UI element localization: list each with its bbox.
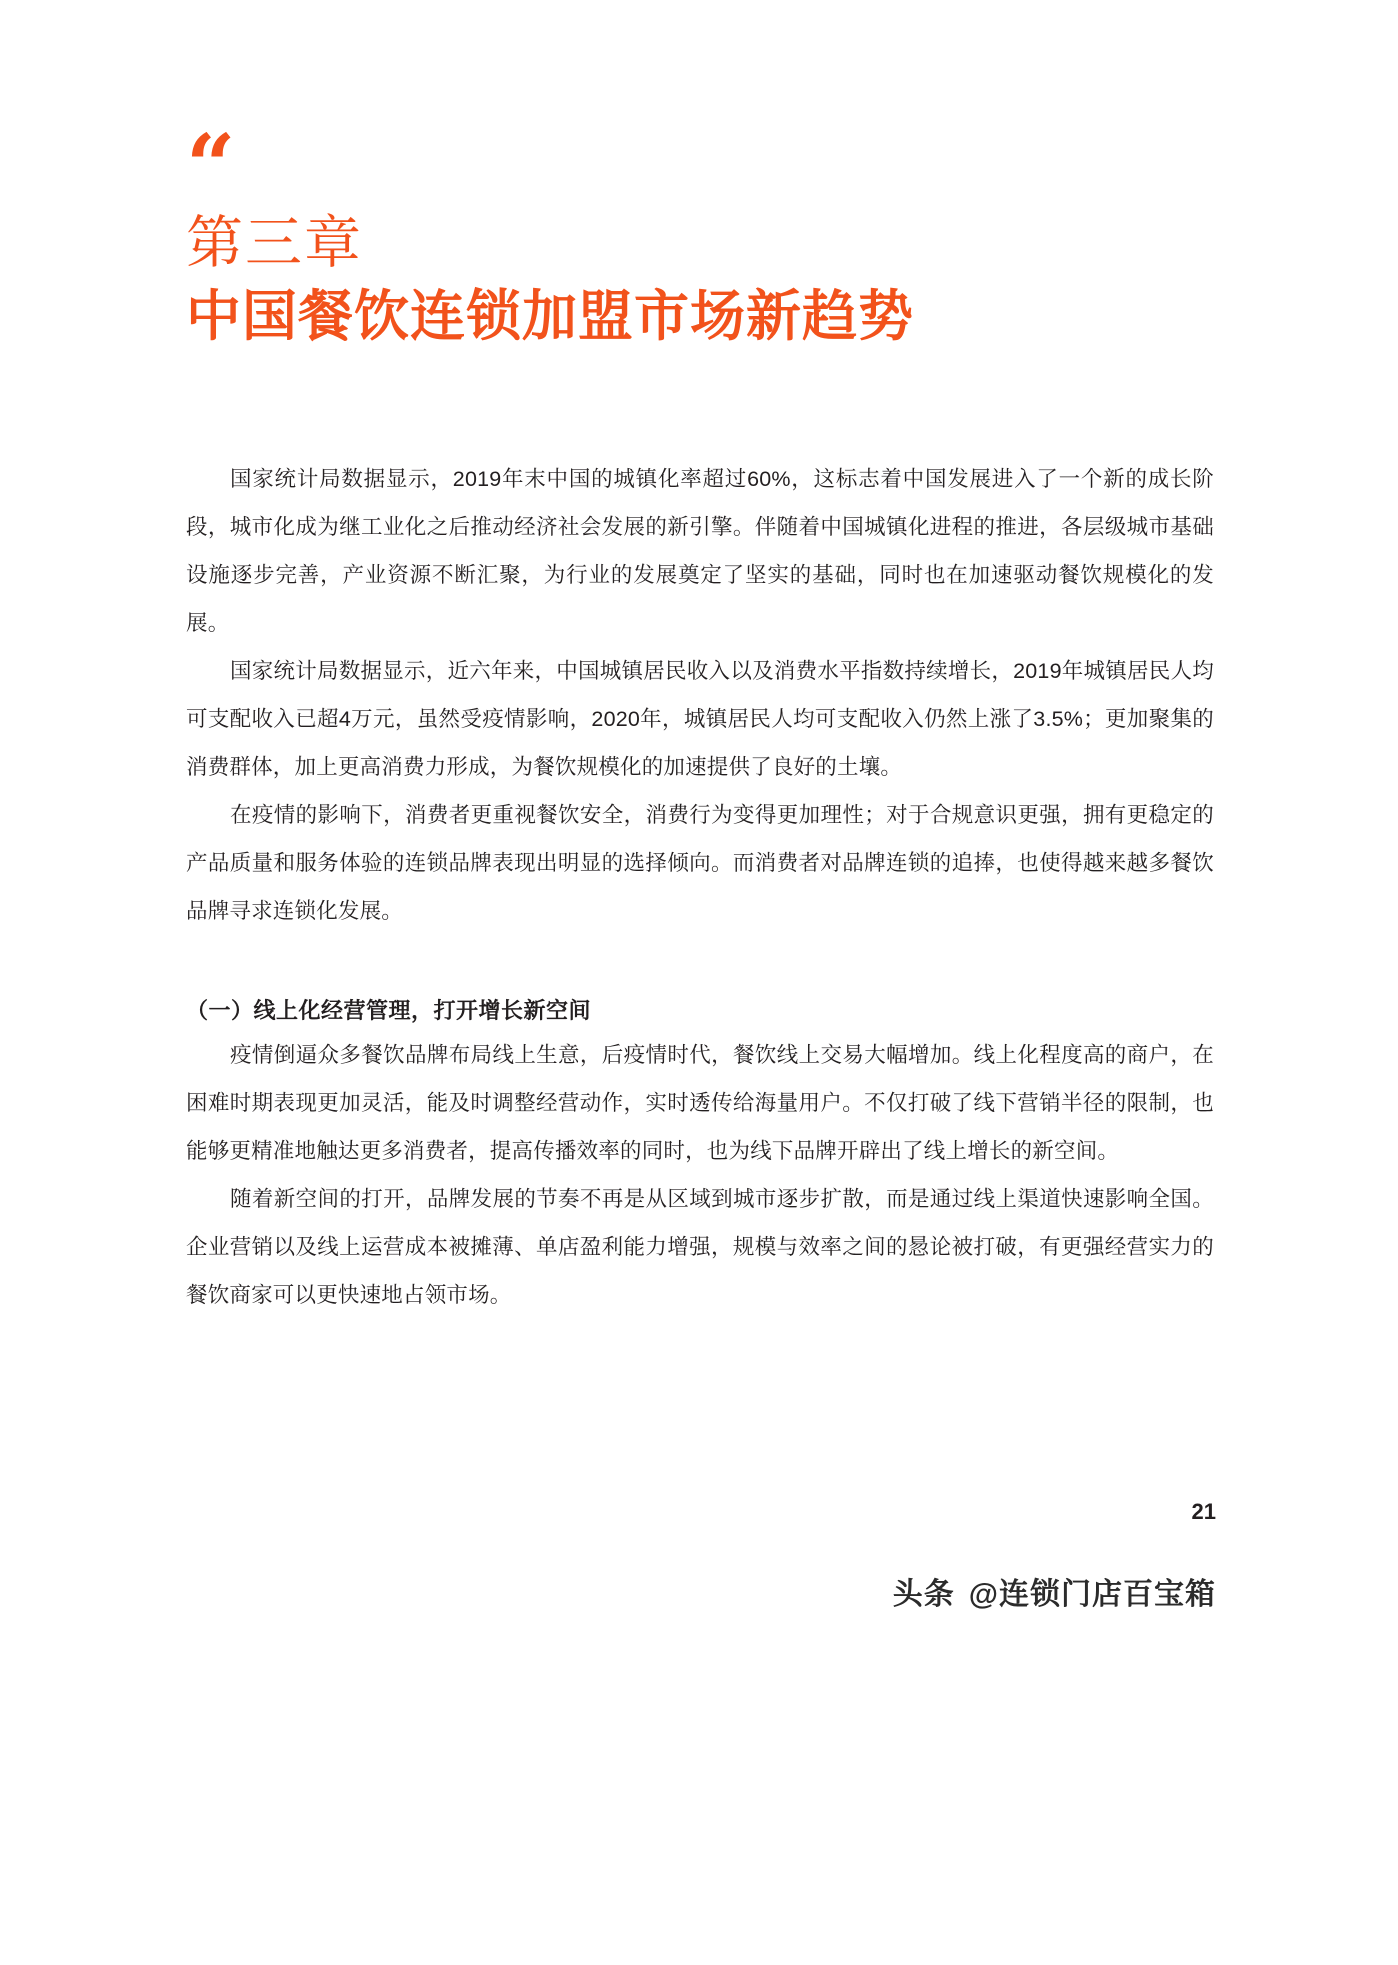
- watermark-logo: 头条: [892, 1578, 955, 1611]
- body-column: [186, 455, 1214, 1319]
- chapter-label: 第三章: [186, 211, 363, 275]
- paragraph: 国家统计局数据显示，近六年来，中国城镇居民收入以及消费水平指数持续增长，2019年城镇居民人均可支配收入已超4万元，虽然受疫情影响，2020年，城镇居民人均可支配收入仍然上涨了3.5%；更加聚集的消费群体，加上更高消费力形成，为餐饮规模化的加速提供了良好的土壤。: [186, 659, 1214, 779]
- chapter-title: 中国餐饮连锁加盟市场新趋势: [186, 285, 915, 348]
- watermark: [893, 1569, 1216, 1613]
- watermark-name: @连锁门店百宝箱: [968, 1578, 1216, 1611]
- paragraph: 在疫情的影响下，消费者更重视餐饮安全，消费行为变得更加理性；对于合规意识更强，拥有更稳定的产品质量和服务体验的连锁品牌表现出明显的选择倾向。而消费者对品牌连锁的追捧，也使得越来越多餐饮品牌寻求连锁化发展。: [186, 803, 1214, 923]
- paragraph: 随着新空间的打开，品牌发展的节奏不再是从区域到城市逐步扩散，而是通过线上渠道快速影响全国。企业营销以及线上运营成本被摊薄、单店盈利能力增强，规模与效率之间的惖论被打破，有更强经营实力的餐饮商家可以更快速地占领市场。: [186, 1187, 1214, 1307]
- paragraph: 国家统计局数据显示，2019年末中国的城镇化率超过60%，这标志着中国发展进入了一个新的成长阶段，城市化成为继工业化之后推动经济社会发展的新引擎。伴随着中国城镇化进程的推进，各层级城市基础设施逐步完善，产业资源不断汇聚，为行业的发展奠定了坚实的基础，同时也在加速驱动餐饮规模化的发展。: [186, 467, 1214, 635]
- chapter-header: [186, 116, 1206, 349]
- page-number: 21: [1191, 1499, 1216, 1524]
- quote-mark-icon: “: [186, 116, 230, 217]
- paragraph: 疫情倒逼众多餐饮品牌布局线上生意，后疫情时代，餐饮线上交易大幅增加。线上化程度高的商户，在困难时期表现更加灵活，能及时调整经营动作，实时透传给海量用户。不仅打破了线下营销半径的限制，也能够更精准地触达更多消费者，提高传播效率的同时，也为线下品牌开辟出了线上增长的新空间。: [186, 1043, 1214, 1163]
- section-heading: （一）线上化经营管理，打开增长新空间: [186, 998, 592, 1023]
